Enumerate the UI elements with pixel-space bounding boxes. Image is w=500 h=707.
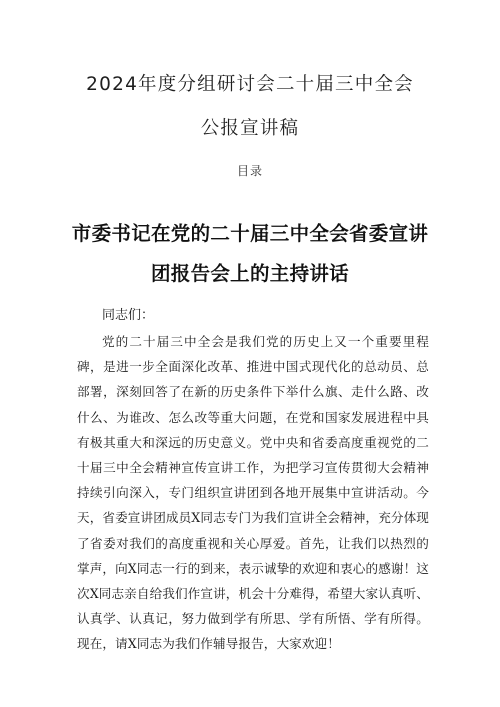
body-paragraph: 党的二十届三中全会是我们党的历史上又一个重要里程碑，是进一步全面深化改革、推进中国式现代化的总动员、总部署，深刻回答了在新的历史条件下举什么旗、走什么路、改什么、为谁改、怎么改等重大问题，在党和国家发展进程中具有极其重大和深远的历史意义。党中央和省委高度重视党的二十届三中全会精神宣传宣讲工作，为把学习宣传贯彻大会精神持续引向深入，专门组织宣讲团到各地开展集中宣讲活动。今天，省委宣讲团成员X同志专门为我们宣讲全会精神，充分体现了省委对我们的高度重视和关心厚爱。首先，让我们以热烈的掌声，向X同志一行的到来，表示诚挚的欢迎和衷心的感谢！这次X同志亲自给我们作宣讲，机会十分难得，希望大家认真听、认真学、认真记，努力做到学有所思、学有所悟、学有所得。现在，请X同志为我们作辅导报告，大家欢迎！ bbox=[77, 334, 429, 652]
salutation: 同志们： bbox=[102, 308, 155, 323]
speech-headline-line1: 市委书记在党的二十届三中全会省委宣讲 bbox=[71, 222, 429, 245]
document-title-line1: 2024年度分组研讨会二十届三中全会 bbox=[86, 74, 414, 95]
document-title-line2: 公报宣讲稿 bbox=[200, 118, 300, 139]
table-of-contents-label: 目录 bbox=[236, 164, 263, 178]
speech-headline-line2: 团报告会上的主持讲话 bbox=[150, 262, 349, 285]
